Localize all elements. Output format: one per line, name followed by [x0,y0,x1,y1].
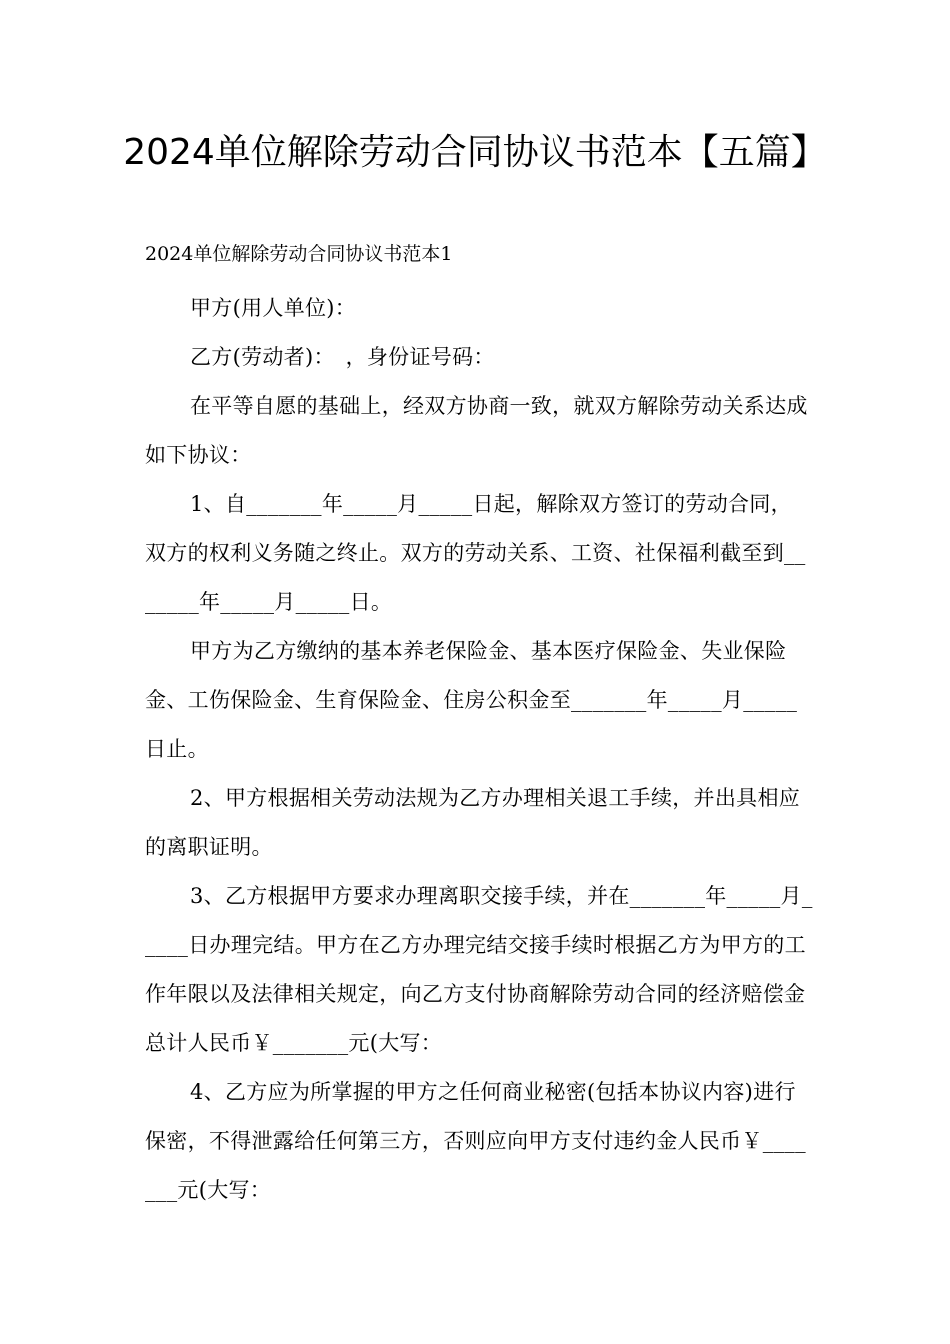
clause-4-paragraph: 4、乙方应为所掌握的甲方之任何商业秘密(包括本协议内容)进行保密，不得泄露给任何第三方，否则应向甲方支付违约金人民币￥_______元(大写： [145,1080,806,1202]
party-a-line: 甲方(用人单位)： [190,296,357,320]
agreement-intro-paragraph: 在平等自愿的基础上，经双方协商一致，就双方解除劳动关系达成如下协议： [145,394,808,467]
document-subtitle: 2024单位解除劳动合同协议书范本1 [145,243,453,265]
document-title: 2024单位解除劳动合同协议书范本【五篇】 [123,132,827,173]
party-b-line: 乙方(劳动者)： ，身份证号码： [190,345,495,369]
clause-2-paragraph: 2、甲方根据相关劳动法规为乙方办理相关退工手续，并出具相应的离职证明。 [145,786,801,859]
clause-1-paragraph: 1、自_______年_____月_____日起，解除双方签订的劳动合同，双方的权利义务随之终止。双方的劳动关系、工资、社保福利截至到_______年_____月_____日。 [145,492,806,614]
clause-3-paragraph: 3、乙方根据甲方要求办理离职交接手续，并在_______年_____月_____日办理完结。甲方在乙方办理完结交接手续时根据乙方为甲方的工作年限以及法律相关规定，向乙方支付协商解除劳动合同的经济赔偿金总计人民币￥_______元(大写： [145,884,813,1055]
insurance-paragraph: 甲方为乙方缴纳的基本养老保险金、基本医疗保险金、失业保险金、工伤保险金、生育保险金、住房公积金至_______年_____月_____日止。 [145,639,798,761]
